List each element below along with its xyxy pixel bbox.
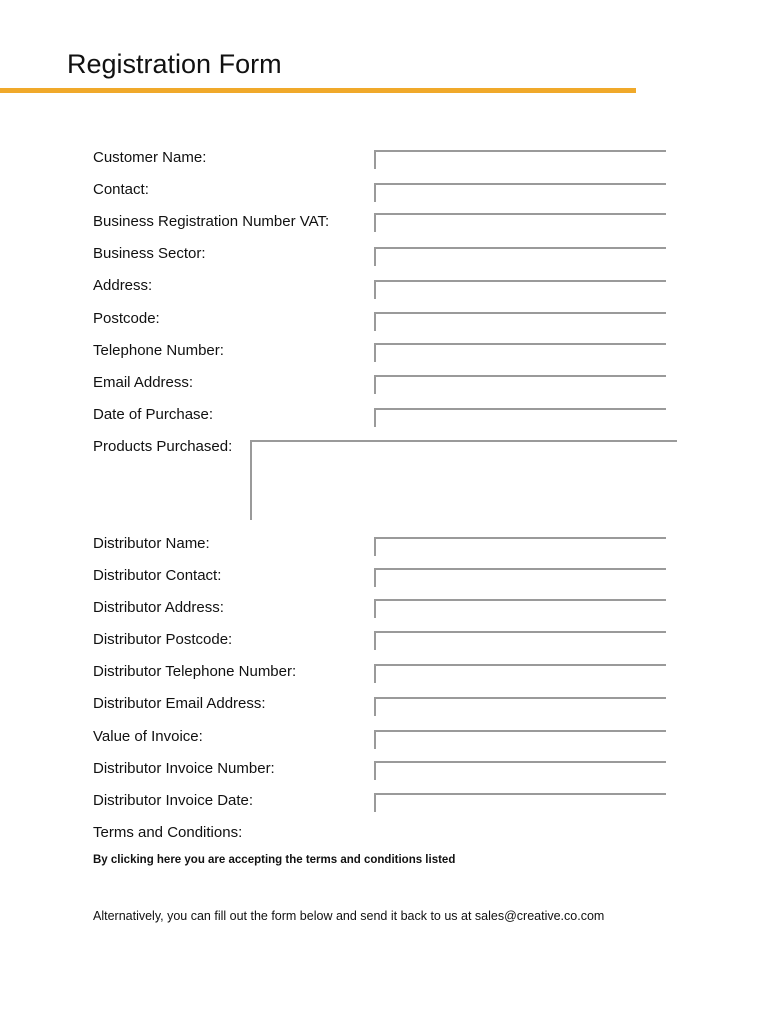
distributor-telephone-label: Distributor Telephone Number: (93, 663, 297, 680)
distributor-contact-label: Distributor Contact: (93, 567, 222, 584)
business-registration-label: Business Registration Number VAT: (93, 213, 330, 230)
distributor-contact-field[interactable] (374, 568, 666, 587)
distributor-invoice-number-field[interactable] (374, 761, 666, 780)
distributor-invoice-date-field[interactable] (374, 793, 666, 812)
email-label: Email Address: (93, 374, 194, 391)
distributor-invoice-number-label: Distributor Invoice Number: (93, 760, 275, 777)
address-label: Address: (93, 277, 153, 294)
customer-name-field[interactable] (374, 150, 666, 169)
page-title: Registration Form (67, 49, 282, 79)
products-purchased-textarea[interactable] (250, 440, 677, 520)
postcode-field[interactable] (374, 312, 666, 331)
distributor-name-field[interactable] (374, 537, 666, 556)
distributor-telephone-field[interactable] (374, 664, 666, 683)
business-registration-field[interactable] (374, 213, 666, 232)
distributor-email-label: Distributor Email Address: (93, 695, 266, 712)
terms-acceptance-link[interactable]: By clicking here you are accepting the terms and conditions listed (93, 854, 456, 866)
distributor-email-field[interactable] (374, 697, 666, 716)
date-of-purchase-field[interactable] (374, 408, 666, 427)
products-purchased-label: Products Purchased: (93, 438, 233, 455)
distributor-address-field[interactable] (374, 599, 666, 618)
distributor-address-label: Distributor Address: (93, 599, 224, 616)
invoice-value-label: Value of Invoice: (93, 728, 203, 745)
business-sector-label: Business Sector: (93, 245, 206, 262)
date-of-purchase-label: Date of Purchase: (93, 406, 214, 423)
distributor-postcode-label: Distributor Postcode: (93, 631, 233, 648)
telephone-label: Telephone Number: (93, 342, 224, 359)
invoice-value-field[interactable] (374, 730, 666, 749)
distributor-postcode-field[interactable] (374, 631, 666, 650)
postcode-label: Postcode: (93, 310, 160, 327)
business-sector-field[interactable] (374, 247, 666, 266)
address-field[interactable] (374, 280, 666, 299)
customer-name-label: Customer Name: (93, 149, 207, 166)
footer-instructions: Alternatively, you can fill out the form below and send it back to us at sales@creative.co.com (93, 909, 605, 923)
contact-label: Contact: (93, 181, 149, 198)
contact-field[interactable] (374, 183, 666, 202)
terms-label: Terms and Conditions: (93, 824, 243, 841)
distributor-name-label: Distributor Name: (93, 535, 210, 552)
email-field[interactable] (374, 375, 666, 394)
distributor-invoice-date-label: Distributor Invoice Date: (93, 792, 254, 809)
telephone-field[interactable] (374, 343, 666, 362)
title-underline (0, 88, 636, 93)
